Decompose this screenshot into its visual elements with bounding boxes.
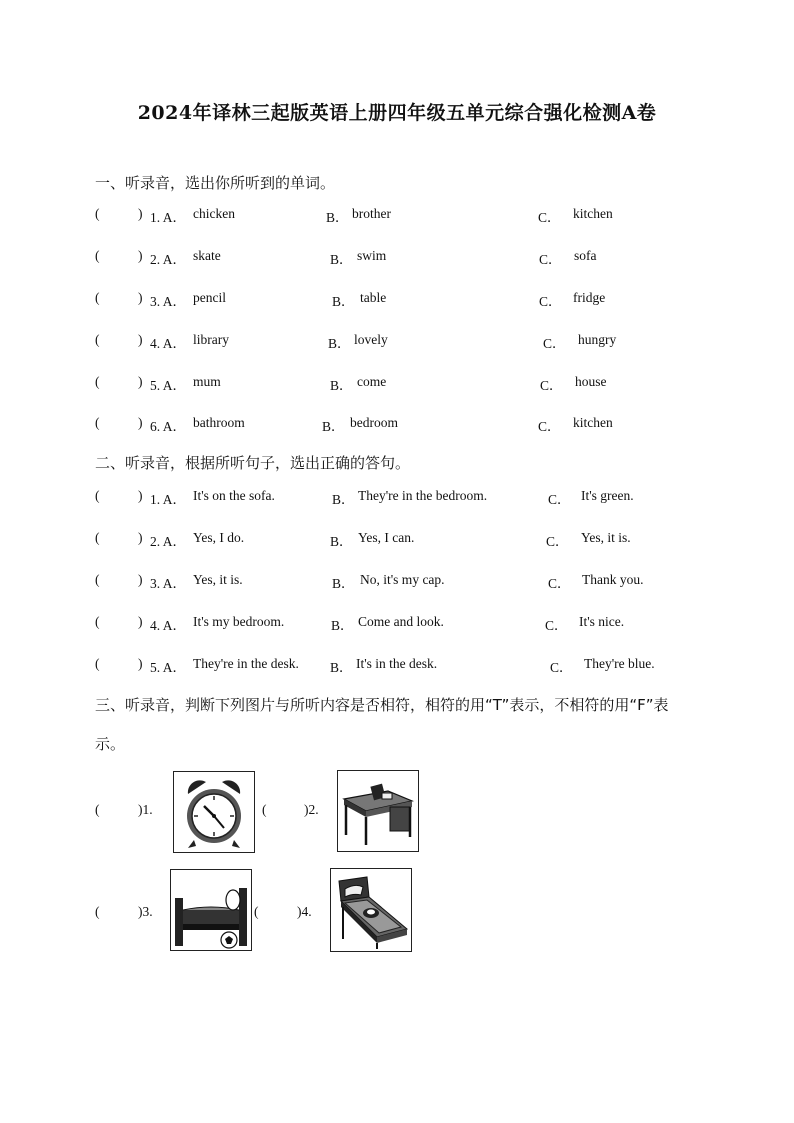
answer-paren-close: ) [138,656,143,671]
answer-paren-open[interactable]: ( [95,374,100,389]
answer-paren-open[interactable]: ( [95,614,100,629]
option-c-label: C． [548,492,571,507]
answer-paren-close: ) [138,614,143,629]
question-number: 1. A． [150,210,187,225]
option-b-label: B． [332,492,355,507]
answer-paren-open[interactable]: ( [95,332,100,347]
option-b-text: lovely [354,332,388,347]
option-c-text: kitchen [573,206,613,221]
option-a-text: They're in the desk. [193,656,299,671]
alarm-clock-icon [173,771,255,853]
option-c-label: C． [546,534,569,549]
section1-question-5 [0,374,794,398]
question-number: 3. A． [150,576,187,591]
pic3-label: )3. [138,904,153,919]
option-b-text: It's in the desk. [356,656,438,671]
option-c-label: C． [543,336,566,351]
option-c-label: C． [540,378,563,393]
option-a-text: skate [193,248,221,263]
question-number: 2. A． [150,252,187,267]
question-number: 3. A． [150,294,187,309]
question-number: 4. A． [150,618,187,633]
picture-row-2 [0,866,794,956]
pic4-label: )4. [297,904,312,919]
answer-paren-close: ) [138,290,143,305]
option-b-label: B． [332,294,355,309]
option-b-label: B． [330,660,353,675]
option-b-text: No, it's my cap. [360,572,445,587]
section2-question-5 [0,656,794,680]
pic1-paren-open: ( [95,802,100,817]
question-number: 1. A． [150,492,187,507]
option-a-text: Yes, it is. [193,572,243,587]
section1-question-3 [0,290,794,314]
answer-paren-close: ) [138,530,143,545]
option-a-text: library [193,332,229,347]
option-c-label: C． [548,576,571,591]
option-c-text: Thank you. [582,572,644,587]
answer-paren-open[interactable]: ( [95,488,100,503]
pic1-label: )1. [138,802,153,817]
option-c-label: C． [539,294,562,309]
option-b-text: Come and look. [358,614,444,629]
answer-paren-open[interactable]: ( [95,415,100,430]
section1-question-4 [0,332,794,356]
bed-with-ball-icon [170,869,252,951]
option-b-label: B． [330,252,353,267]
option-c-label: C． [538,210,561,225]
section1-question-1 [0,206,794,230]
answer-paren-open[interactable]: ( [95,248,100,263]
answer-paren-close: ) [138,206,143,221]
section3-heading-line2: 示。 [95,735,126,753]
option-c-text: kitchen [573,415,613,430]
option-a-text: It's on the sofa. [193,488,275,503]
pic2-label: )2. [304,802,319,817]
option-c-text: Yes, it is. [581,530,631,545]
answer-paren-open[interactable]: ( [95,530,100,545]
section2-question-4 [0,614,794,638]
option-c-label: C． [539,252,562,267]
option-b-text: table [360,290,387,305]
question-number: 5. A． [150,660,187,675]
option-a-text: mum [193,374,221,389]
pic4-paren-open: ( [254,904,259,919]
option-b-label: B． [322,419,345,434]
section2-question-2 [0,530,794,554]
option-c-label: C． [538,419,561,434]
section2-question-3 [0,572,794,596]
option-c-text: fridge [573,290,606,305]
answer-paren-open[interactable]: ( [95,656,100,671]
option-c-label: C． [545,618,568,633]
option-c-text: sofa [574,248,597,263]
answer-paren-close: ) [138,572,143,587]
option-b-label: B． [331,618,354,633]
option-b-text: They're in the bedroom. [358,488,488,503]
option-a-text: It's my bedroom. [193,614,285,629]
question-number: 4. A． [150,336,187,351]
bed-icon [330,868,412,952]
option-a-text: bathroom [193,415,245,430]
question-number: 6. A． [150,419,187,434]
option-a-text: pencil [193,290,226,305]
picture-row-1 [0,768,794,858]
section2-heading: 二、听录音，根据所听句子，选出正确的答句。 [95,454,411,472]
page-title: 2024年译林三起版英语上册四年级五单元综合强化检测A卷 [137,102,657,124]
option-a-text: chicken [193,206,235,221]
option-b-text: come [357,374,387,389]
option-b-text: Yes, I can. [358,530,415,545]
answer-paren-close: ) [138,374,143,389]
question-number: 2. A． [150,534,187,549]
option-b-label: B． [328,336,351,351]
answer-paren-close: ) [138,415,143,430]
option-c-text: house [575,374,607,389]
option-c-text: It's nice. [579,614,625,629]
section2-question-1 [0,488,794,512]
option-c-text: They're blue. [584,656,655,671]
section1-heading: 一、听录音，选出你所听到的单词。 [95,174,336,192]
section1-question-2 [0,248,794,272]
option-b-text: brother [352,206,391,221]
option-b-label: B． [332,576,355,591]
option-b-label: B． [330,378,353,393]
option-b-label: B． [330,534,353,549]
answer-paren-close: ) [138,332,143,347]
option-c-label: C． [550,660,573,675]
option-b-text: swim [357,248,387,263]
option-a-text: Yes, I do. [193,530,245,545]
pic2-paren-open: ( [262,802,267,817]
section3-heading-line1: 三、听录音，判断下列图片与所听内容是否相符，相符的用“T”表示，不相符的用“F”表 [95,696,669,714]
answer-paren-open[interactable]: ( [95,206,100,221]
answer-paren-close: ) [138,248,143,263]
answer-paren-open[interactable]: ( [95,290,100,305]
option-b-text: bedroom [350,415,398,430]
answer-paren-open[interactable]: ( [95,572,100,587]
section1-question-6 [0,415,794,439]
answer-paren-close: ) [138,488,143,503]
option-b-label: B． [326,210,349,225]
pic3-paren-open: ( [95,904,100,919]
option-c-text: hungry [578,332,617,347]
desk-icon [337,770,419,852]
question-number: 5. A． [150,378,187,393]
option-c-text: It's green. [581,488,634,503]
